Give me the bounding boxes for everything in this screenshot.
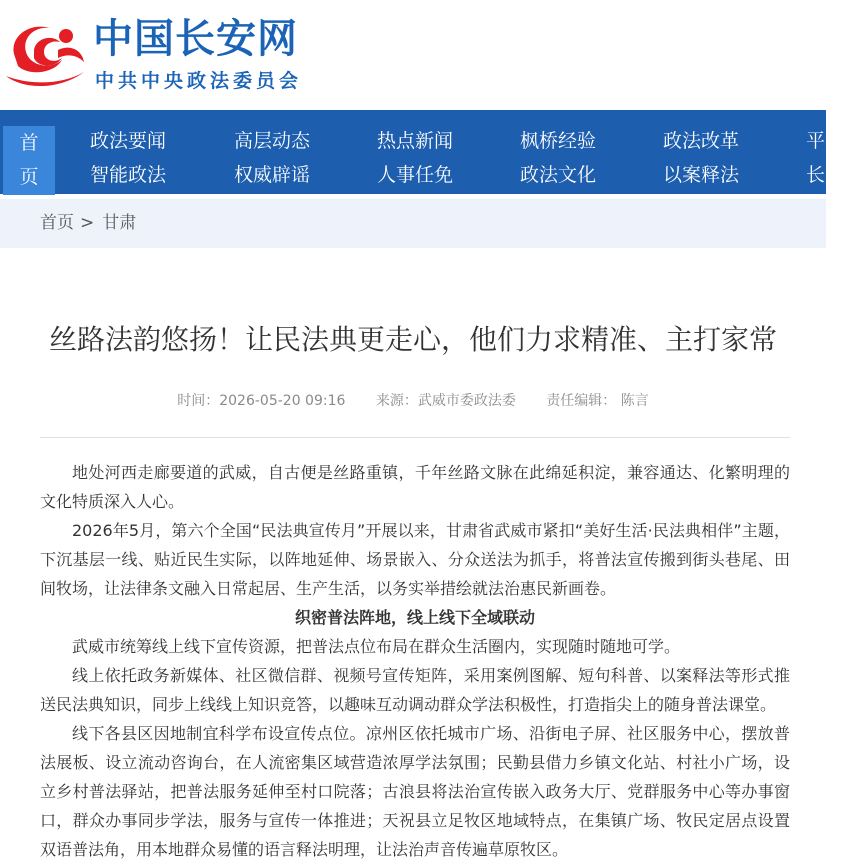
breadcrumb-home-link[interactable]: 首页 bbox=[40, 213, 74, 233]
article-paragraph: 线上依托政务新媒体、社区微信群、视频号宣传矩阵，采用案例图解、短句科普、以案释法等形式推送民法典知识，同步上线线上知识竞答，以趣味互动调动群众学法积极性，打造指尖上的随身普法课堂。 bbox=[40, 666, 790, 714]
article-body bbox=[40, 458, 790, 864]
nav-item-personnel[interactable]: 人事任免 bbox=[377, 164, 454, 186]
site-subtitle: 中共中央政法委员会 bbox=[95, 70, 303, 92]
main-nav bbox=[0, 110, 844, 194]
breadcrumb-separator: > bbox=[80, 213, 95, 233]
site-title[interactable]: 中国长安网 bbox=[93, 16, 298, 62]
article-meta bbox=[0, 390, 826, 412]
nav-item-case-law[interactable]: 以案释法 bbox=[663, 164, 740, 186]
breadcrumb-current-link[interactable]: 甘肃 bbox=[102, 213, 137, 233]
article-subheading: 织密普法阵地，线上线下全域联动 bbox=[294, 608, 535, 627]
article-paragraph: 2026年5月，第六个全国“民法典宣传月”开展以来，甘肃省武威市紧扣“美好生活·民法典相伴”主题，下沉基层一线、贴近民生实际，以阵地延伸、场景嵌入、分众送法为抓手，将普法宣传搬到街头巷尾、田间牧场，让法律条文融入日常起居、生产生活，以务实举措绘就法治惠民新画卷。 bbox=[40, 521, 790, 598]
article-editor: 责任编辑： 陈言 bbox=[546, 393, 649, 409]
article-paragraph: 地处河西走廊要道的武威，自古便是丝路重镇，千年丝路文脉在此绵延积淀，兼容通达、化繁明理的文化特质深入人心。 bbox=[40, 463, 790, 511]
nav-item-fengqiao[interactable]: 枫桥经验 bbox=[520, 130, 597, 152]
nav-item-hot-news[interactable]: 热点新闻 bbox=[377, 130, 454, 152]
nav-item-peace[interactable]: 平安 bbox=[806, 130, 844, 152]
divider bbox=[40, 437, 790, 438]
site-header bbox=[0, 0, 826, 110]
nav-item-politics-news[interactable]: 政法要闻 bbox=[90, 130, 167, 152]
nav-item-culture[interactable]: 政法文化 bbox=[520, 164, 597, 186]
nav-item-leadership[interactable]: 高层动态 bbox=[234, 130, 311, 152]
article-paragraph: 线下各县区因地制宜科学布设宣传点位。凉州区依托城市广场、沿街电子屏、社区服务中心，摆放普法展板、设立流动咨询台，在人流密集区域营造浓厚学法氛围；民勤县借力乡镇文化站、村社小广场，设立乡村普法驿站，把普法服务延伸至村口院落；古浪县将法治宣传嵌入政务大厅、党群服务中心等办事窗口，群众办事同步学法，服务与宣传一体推进；天祝县立足牧区地域特点，在集镇广场、牧民定居点设置双语普法角，用本地群众易懂的语言释法明理，让法治声音传遍草原牧区。 bbox=[40, 724, 790, 859]
article-paragraph: 武威市统筹线上线下宣传资源，把普法点位布局在群众生活圈内，实现随时随地可学。 bbox=[72, 637, 681, 656]
article-source: 来源：武威市委政法委 bbox=[375, 393, 516, 409]
nav-home-label-1: 首 bbox=[19, 132, 39, 154]
article-title: 丝路法韵悠扬！让民法典更走心，他们力求精准、主打家常 bbox=[48, 323, 777, 356]
nav-item-changan[interactable]: 长安 bbox=[806, 164, 844, 186]
breadcrumb bbox=[0, 199, 826, 248]
nav-item-smart-politics[interactable]: 智能政法 bbox=[90, 164, 167, 186]
swirl-logo-icon[interactable] bbox=[4, 10, 90, 96]
nav-home[interactable] bbox=[3, 126, 55, 195]
nav-item-rumor-refute[interactable]: 权威辟谣 bbox=[234, 164, 311, 186]
nav-home-label-2: 页 bbox=[19, 166, 39, 188]
nav-item-reform[interactable]: 政法改革 bbox=[663, 130, 740, 152]
article-time: 时间：2026-05-20 09:16 bbox=[177, 393, 346, 409]
